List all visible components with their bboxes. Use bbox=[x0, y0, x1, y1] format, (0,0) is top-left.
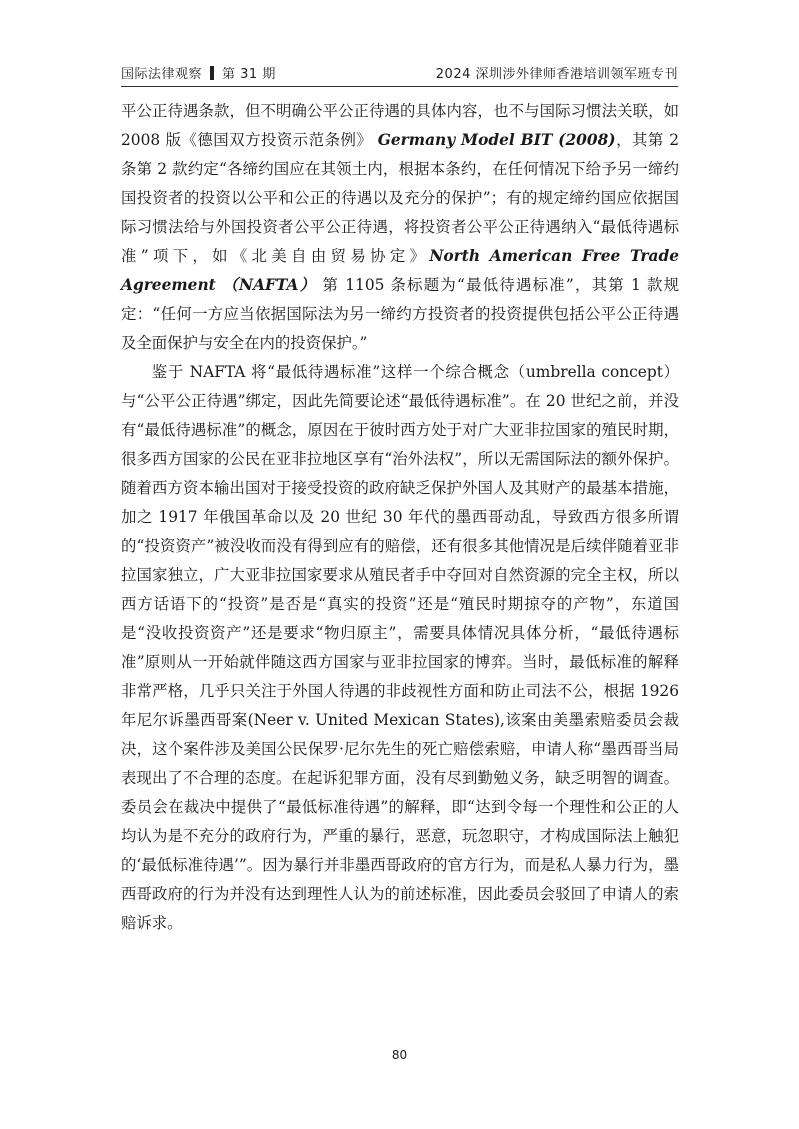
paragraph-1 bbox=[121, 97, 679, 358]
paragraph-1-text-a: 平公正待遇条款，但不明确公平公正待遇的具体内容，也不与国际习惯法关联，如 2008 版《德国双方投资示范条例》 bbox=[121, 102, 679, 149]
journal-title: 国际法律观察 bbox=[121, 67, 203, 82]
header-rule bbox=[121, 86, 678, 87]
paragraph-1-text-b: ，其第 2 条第 2 款约定“各缔约国应在其领土内，根据本条约，在任何情况下给予另一缔约国投资者的投资以公平和公正的待遇以及充分的保护”；有的规定缔约国应依据国际习惯法给与外国投资者公平公正待遇，将投资者公平公正待遇纳入“最低待遇标准”项下，如《北美自由贸易协定》 bbox=[121, 131, 679, 265]
issue-number: 第 31 期 bbox=[222, 67, 276, 82]
special-issue-title: 2024 深圳涉外律师香港培训领军班专刊 bbox=[435, 67, 678, 82]
running-header bbox=[121, 63, 678, 82]
page-number: 80 bbox=[391, 1048, 408, 1062]
paragraph-1-text-c: 第 1105 条标题为“最低待遇标准”，其第 1 款规定：“任何一方应当依据国际法为另一缔约方投资者的投资提供包括公平公正待遇及全面保护与安全在内的投资保护。” bbox=[121, 276, 679, 352]
nafta-title: North American Free Trade Agreement （NAFTA） bbox=[121, 247, 679, 294]
paragraph-2: 鉴于 NAFTA 将“最低待遇标准”这样一个综合概念（umbrella concept）与“公平公正待遇”绑定，因此先简要论述“最低待遇标准”。在 20 世纪之前，并没有“最低待遇标准”的概念，原因在于彼时西方处于对广大亚非拉国家的殖民时期，很多西方国家的公民在亚非拉地区享有“治外法权”，所以无需国际法的额外保护。随着西方资本输出国对于接受投资的政府缺乏保护外国人及其财产的最基本措施，加之 1917 年俄国革命以及 20 世纪 30 年代的墨西哥动乱，导致西方很多所谓的“投资资产”被没收而没有得到应有的赔偿，还有很多其他情况是后续伴随着亚非拉国家独立，广大亚非拉国家要求从殖民者手中夺回对自然资源的完全主权，所以西方话语下的“投资”是否是“真实的投资”还是“殖民时期掠夺的产物”，东道国是“没收投资资产”还是要求“物归原主”，需要具体情况具体分析，“最低待遇标准”原则从一开始就伴随这西方国家与亚非拉国家的博弈。当时，最低标准的解释非常严格，几乎只关注于外国人待遇的非歧视性方面和防止司法不公，根据 1926 年尼尔诉墨西哥案(Neer v. United Mexican States),该案由美墨索赔委员会裁决，这个案件涉及美国公民保罗·尼尔先生的死亡赔偿索赔，申请人称“墨西哥当局表现出了不合理的态度。在起诉犯罪方面，没有尽到勤勉义务，缺乏明智的调查。委员会在裁决中提供了“最低标准待遇”的解释，即“达到令每一个理性和公正的人均认为是不充分的政府行为，严重的暴行，恶意，玩忽职守，才构成国际法上触犯的‘最低标准待遇’”。因为暴行并非墨西哥政府的官方行为，而是私人暴力行为，墨西哥政府的行为并没有达到理性人认为的前述标准，因此委员会驳回了申请人的索赔诉求。 bbox=[121, 363, 679, 932]
header-left bbox=[121, 63, 276, 82]
german-model-bit-title: Germany Model BIT (2008) bbox=[377, 131, 616, 149]
article-body bbox=[121, 97, 679, 938]
header-divider-bar bbox=[210, 66, 214, 80]
